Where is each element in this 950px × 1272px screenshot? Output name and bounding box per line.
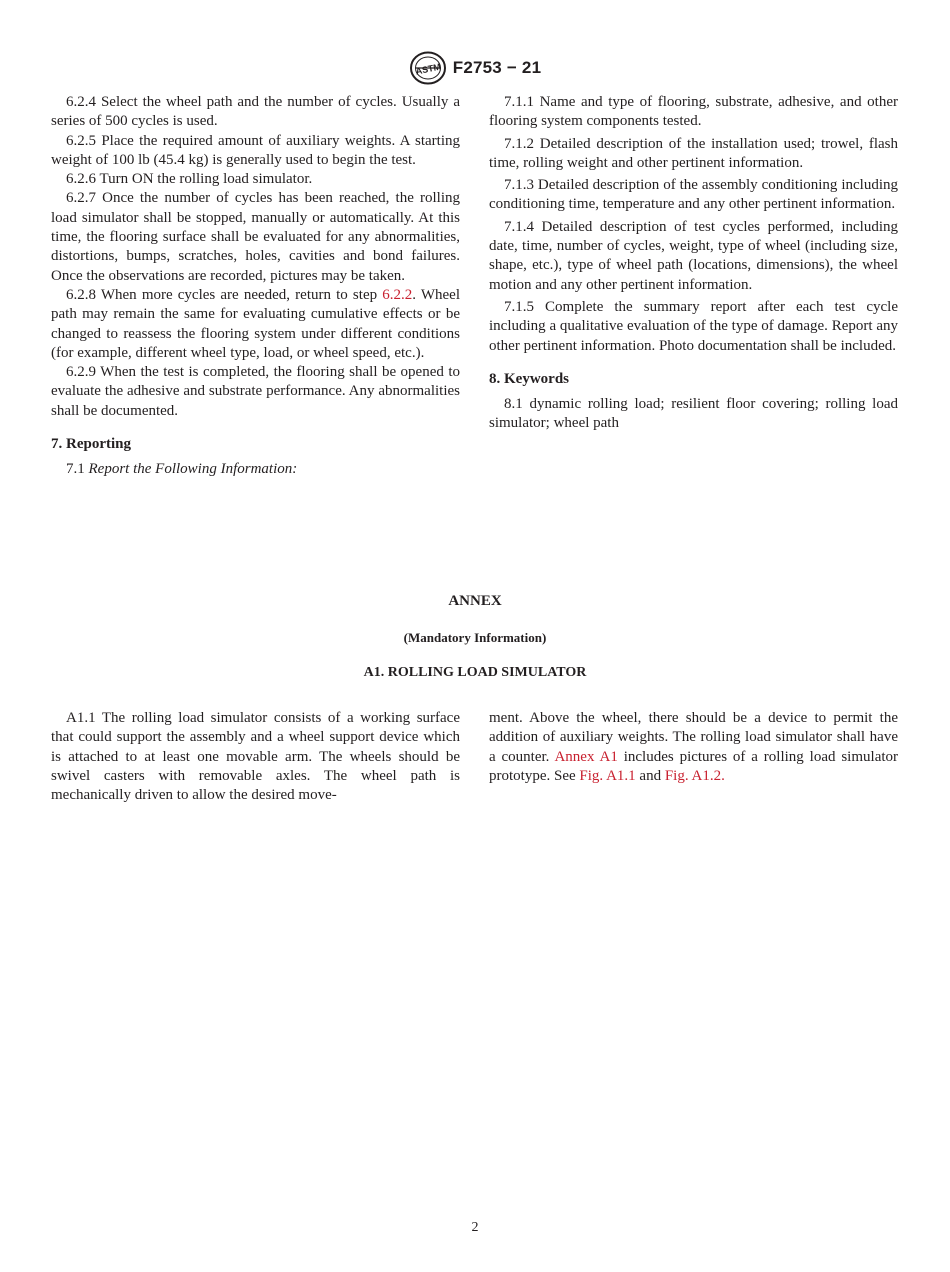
- para-a1-1-right-pre: ment. Above the wheel, there should be a device to permit the addition of auxiliary weights. The rolling load simulator shall have a counter.: [489, 710, 898, 765]
- para-6-2-8-post: . Wheel path may remain the same for evaluating cumulative effects or be changed to reassess the flooring system under different conditions (for example, different wheel type, load, or wheel speed, etc.).: [51, 286, 460, 361]
- page-header: [0, 51, 950, 85]
- section-7-heading: 7. Reporting: [51, 436, 131, 453]
- astm-logo-text: ASTM: [414, 61, 442, 77]
- page-number: 2: [471, 1220, 479, 1235]
- para-7-1-5: 7.1.5 Complete the summary report after each test cycle including a qualitative evaluation of the type of damage. Report any other pertinent information. Photo documentation shall be included.: [489, 298, 898, 354]
- link-annex-a1[interactable]: Annex A1: [554, 748, 618, 765]
- para-8-1: 8.1 dynamic rolling load; resilient floor covering; rolling load simulator; wheel path: [489, 396, 898, 432]
- document-id: F2753 − 21: [452, 58, 542, 77]
- para-7-1-4: 7.1.4 Detailed description of test cycles performed, including date, time, number of cycles, weight, type of wheel (including size, shape, etc.), type of wheel path (locations, dimensions), the wheel motion and any other pertinent information.: [489, 218, 898, 293]
- para-a1-1-left: A1.1 The rolling load simulator consists of a working surface that could support the assembly and a wheel support device which is attached to at least one movable arm. The wheels should be swivel casters with removable axles. The wheel path is mechanically driven to allow the desired move-: [51, 710, 460, 804]
- para-7-1-1: 7.1.1 Name and type of flooring, substrate, adhesive, and other flooring system components tested.: [489, 94, 898, 130]
- para-6-2-5: 6.2.5 Place the required amount of auxiliary weights. A starting weight of 100 lb (45.4 kg) is generally used to begin the test.: [51, 132, 460, 168]
- left-column: [51, 93, 460, 480]
- para-6-2-9: 6.2.9 When the test is completed, the flooring shall be opened to evaluate the adhesive and substrate performance. Any abnormalities shall be documented.: [51, 364, 460, 419]
- para-7-1: [51, 460, 460, 479]
- section-8-heading: 8. Keywords: [489, 370, 569, 387]
- para-a1-1-and: and: [635, 767, 665, 784]
- para-7-1-text: Report the Following Information:: [88, 461, 298, 478]
- para-7-1-2: 7.1.2 Detailed description of the installation used; trowel, flash time, rolling weight and other pertinent information.: [489, 135, 898, 171]
- link-6-2-2[interactable]: 6.2.2: [382, 286, 413, 303]
- annex-right-column: [489, 709, 898, 786]
- para-6-2-4: 6.2.4 Select the wheel path and the number of cycles. Usually a series of 500 cycles is used.: [51, 94, 460, 130]
- annex-title: ANNEX: [448, 593, 502, 609]
- link-fig-a1-2[interactable]: Fig. A1.2: [664, 767, 722, 784]
- para-7-1-3: 7.1.3 Detailed description of the assembly conditioning including conditioning time, temperature and any other pertinent information.: [489, 177, 898, 213]
- para-6-2-6: 6.2.6 Turn ON the rolling load simulator.: [66, 171, 313, 188]
- para-a1-1-end: .: [721, 767, 725, 784]
- para-6-2-7: 6.2.7 Once the number of cycles has been reached, the rolling load simulator shall be stopped, manually or automatically. At this time, the flooring surface shall be evaluated for any abnormalities, distortions, bumps, scratches, holes, cavities and bond failures. Once the observations are recorded, pictures may be taken.: [51, 190, 460, 284]
- para-a1-1-right-mid: includes pictures of a rolling load simulator prototype. See: [489, 748, 899, 784]
- right-column: [489, 93, 898, 437]
- para-7-1-number: 7.1: [66, 461, 89, 478]
- astm-logo-icon: [409, 51, 447, 85]
- annex-a1-title: A1. ROLLING LOAD SIMULATOR: [363, 665, 587, 680]
- annex-subtitle: (Mandatory Information): [403, 630, 547, 645]
- annex-left-column: [51, 709, 460, 805]
- link-fig-a1-1[interactable]: Fig. A1.1: [579, 767, 636, 784]
- para-a1-1-right: [489, 709, 898, 786]
- para-6-2-8-pre: 6.2.8 When more cycles are needed, return to step: [66, 286, 383, 303]
- para-6-2-8: [51, 286, 460, 363]
